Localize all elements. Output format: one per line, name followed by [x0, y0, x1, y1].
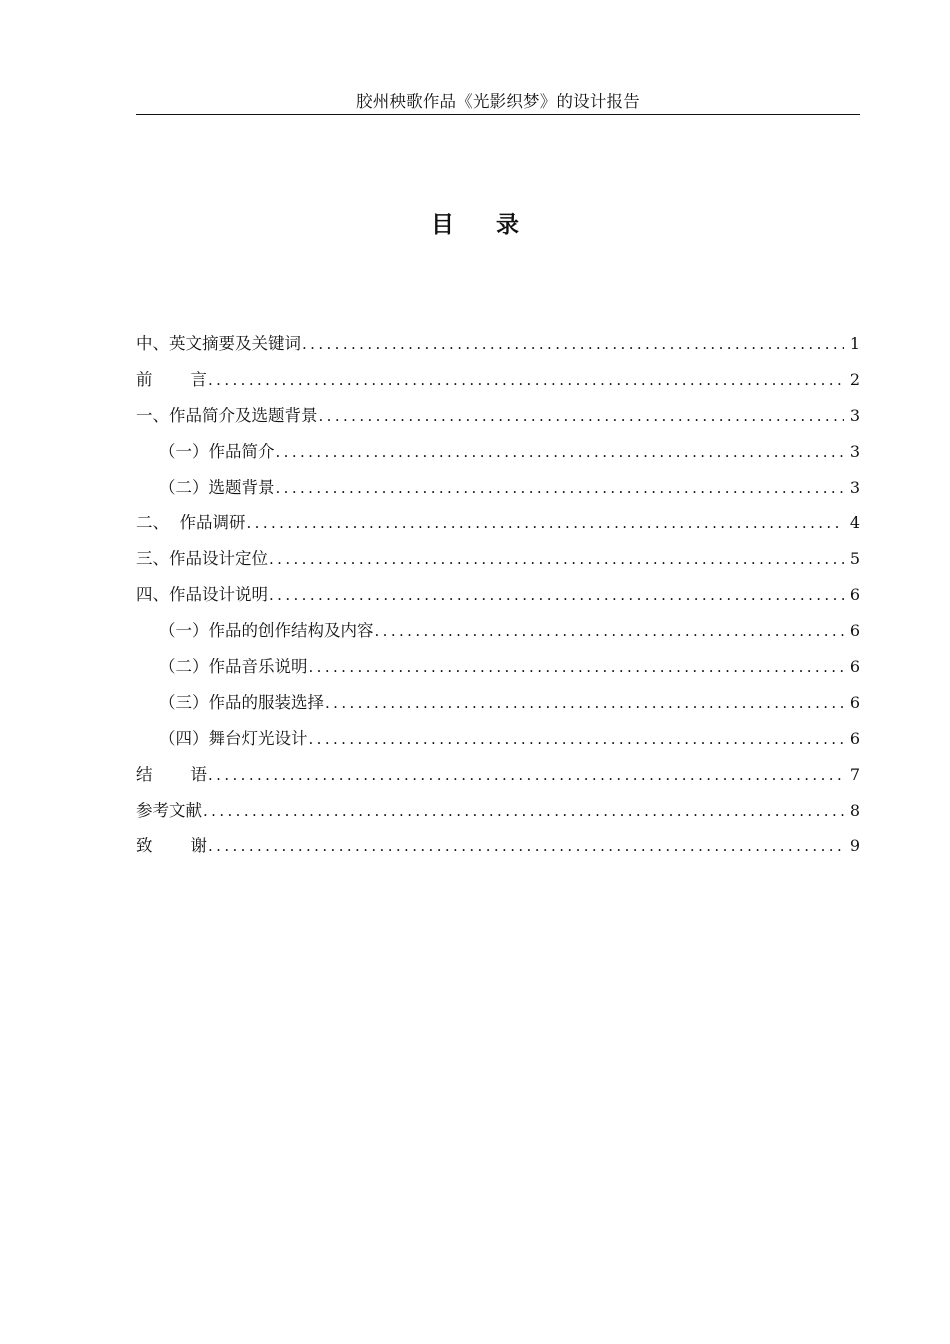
toc-entry-label-part: 言	[190, 369, 207, 389]
toc-entry-section-3[interactable]	[136, 541, 860, 577]
toc-dot-leader	[375, 621, 844, 641]
toc-entry-abstract[interactable]	[136, 326, 860, 362]
toc-entry-section-4-4[interactable]	[136, 721, 860, 757]
toc-entry-label: 三、作品设计定位	[136, 549, 268, 569]
toc-page-number: 6	[849, 692, 860, 712]
toc-dot-leader	[247, 513, 844, 533]
toc-entry-section-4-3[interactable]	[136, 685, 860, 721]
toc-entry-label	[136, 836, 207, 856]
toc-entry-label: （四）舞台灯光设计	[159, 728, 308, 748]
toc-entry-section-2[interactable]	[136, 505, 860, 541]
toc-dot-leader	[203, 801, 844, 821]
toc-dot-leader	[319, 406, 844, 426]
toc-entry-label: （一）作品简介	[159, 441, 275, 461]
toc-page-number: 3	[849, 477, 860, 497]
toc-dot-leader	[302, 334, 844, 354]
toc-entry-section-1-2[interactable]	[136, 470, 860, 506]
toc-dot-leader	[208, 370, 844, 390]
toc-entry-label: 参考文献	[136, 800, 202, 820]
toc-page-number: 3	[849, 441, 860, 461]
toc-entry-references[interactable]	[136, 793, 860, 829]
toc-entry-label: （二）选题背景	[159, 477, 275, 497]
toc-page-number: 6	[849, 585, 860, 605]
toc-entry-label: 二、 作品调研	[136, 513, 246, 533]
toc-entry-conclusion[interactable]	[136, 757, 860, 793]
running-header: 胶州秧歌作品《光影织梦》的设计报告	[136, 92, 860, 115]
toc-entry-label-part: 谢	[190, 836, 207, 856]
toc-entry-section-1[interactable]	[136, 398, 860, 434]
table-of-contents	[136, 326, 860, 864]
toc-entry-label	[136, 765, 207, 785]
toc-entry-label-part: 致	[136, 836, 153, 856]
toc-page-number: 6	[849, 656, 860, 676]
toc-title-char-2: 录	[496, 211, 519, 238]
toc-dot-leader	[325, 693, 844, 713]
toc-entry-preface[interactable]	[136, 362, 860, 398]
toc-entry-label: 四、作品设计说明	[136, 585, 268, 605]
toc-page-number: 1	[849, 333, 860, 353]
toc-entry-acknowledgements[interactable]	[136, 828, 860, 864]
toc-entry-label	[136, 370, 207, 390]
toc-page-number: 6	[849, 728, 860, 748]
toc-entry-label: （三）作品的服装选择	[159, 692, 324, 712]
toc-title-char-1: 目	[431, 211, 454, 238]
toc-page-number: 6	[849, 621, 860, 641]
toc-entry-label: （一）作品的创作结构及内容	[159, 621, 374, 641]
toc-page-number: 5	[849, 549, 860, 569]
toc-entry-label-part: 语	[190, 764, 207, 784]
toc-page-number: 8	[849, 800, 860, 820]
toc-entry-label: 中、英文摘要及关键词	[136, 333, 301, 353]
toc-dot-leader	[208, 836, 844, 856]
toc-page-number: 2	[849, 369, 860, 389]
toc-entry-label: 一、作品简介及选题背景	[136, 405, 318, 425]
toc-dot-leader	[276, 442, 844, 462]
toc-dot-leader	[309, 657, 844, 677]
toc-title	[0, 210, 950, 240]
toc-entry-label-part: 前	[136, 369, 153, 389]
toc-page-number: 7	[849, 764, 860, 784]
toc-dot-leader	[208, 765, 844, 785]
toc-entry-section-4-1[interactable]	[136, 613, 860, 649]
toc-dot-leader	[269, 549, 844, 569]
toc-entry-section-4[interactable]	[136, 577, 860, 613]
toc-page-number: 9	[849, 836, 860, 856]
toc-dot-leader	[269, 585, 844, 605]
toc-entry-section-4-2[interactable]	[136, 649, 860, 685]
toc-entry-section-1-1[interactable]	[136, 434, 860, 470]
toc-dot-leader	[309, 729, 844, 749]
toc-dot-leader	[276, 478, 844, 498]
toc-entry-label: （二）作品音乐说明	[159, 656, 308, 676]
toc-page-number: 4	[849, 513, 860, 533]
toc-entry-label-part: 结	[136, 764, 153, 784]
toc-page-number: 3	[849, 405, 860, 425]
